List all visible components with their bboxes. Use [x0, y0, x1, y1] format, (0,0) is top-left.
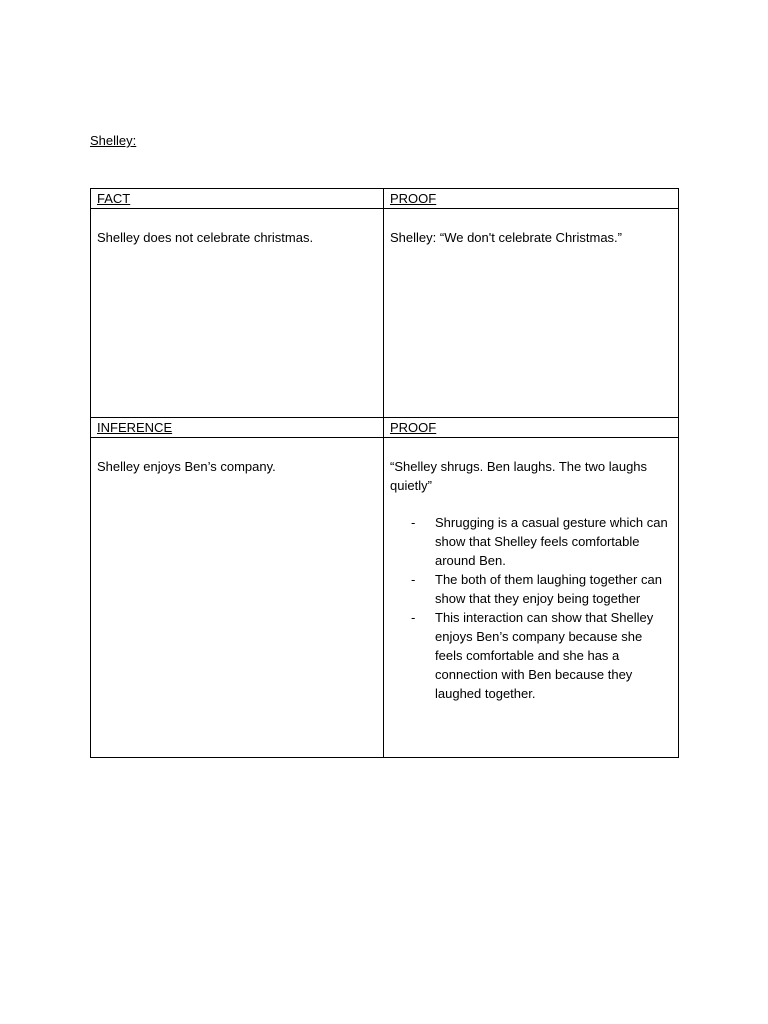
inference-cell: Shelley enjoys Ben’s company.	[91, 438, 384, 758]
proof-bullet-list	[390, 513, 672, 703]
dash-bullet-icon: -	[411, 572, 416, 587]
list-item	[390, 608, 672, 703]
proof-header: PROOF	[384, 189, 679, 209]
fact-header: FACT	[91, 189, 384, 209]
bullet-text: The both of them laughing together can show that they enjoy being together	[435, 572, 662, 606]
bullet-text: This interaction can show that Shelley enjoys Ben’s company because she feels comfortable and she has a connection with Ben because they laughed together.	[435, 610, 654, 701]
table-row	[91, 209, 679, 418]
list-item	[390, 513, 672, 570]
inference-proof-cell	[384, 438, 679, 758]
proof-header: PROOF	[384, 418, 679, 438]
list-item	[390, 570, 672, 608]
table-row	[91, 189, 679, 209]
fact-proof-table	[90, 188, 679, 758]
fact-cell: Shelley does not celebrate christmas.	[91, 209, 384, 418]
bullet-text: Shrugging is a casual gesture which can show that Shelley feels comfortable around Ben.	[435, 515, 668, 568]
fact-proof-cell: Shelley: “We don't celebrate Christmas.”	[384, 209, 679, 418]
dash-bullet-icon: -	[411, 515, 416, 530]
table-row	[91, 418, 679, 438]
proof-quote: “Shelley shrugs. Ben laughs. The two laughs quietly”	[390, 459, 648, 493]
table-row	[91, 438, 679, 758]
document-heading: Shelley:	[90, 133, 137, 148]
dash-bullet-icon: -	[411, 610, 416, 625]
inference-header: INFERENCE	[91, 418, 384, 438]
